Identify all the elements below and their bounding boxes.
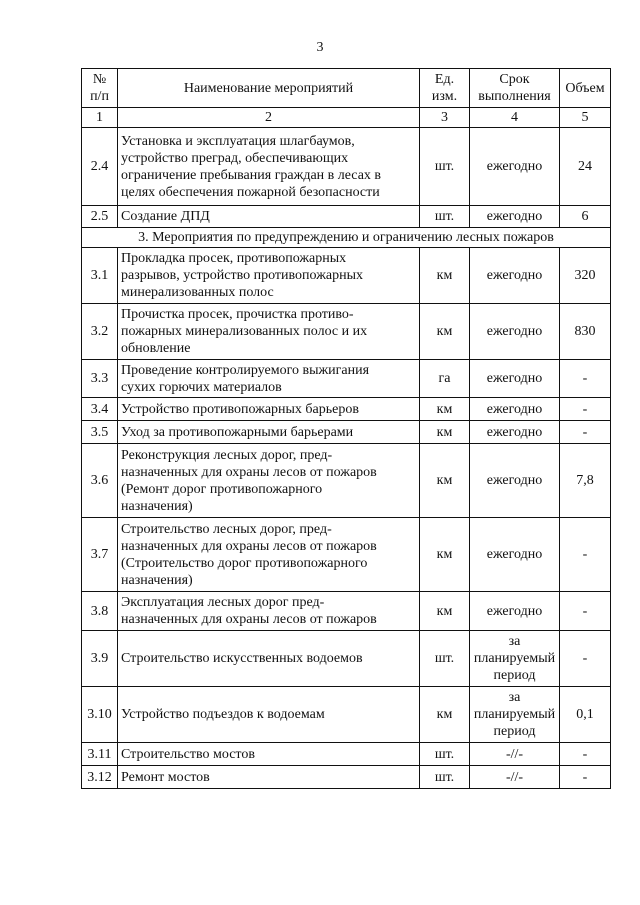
execution-term: за планируемый период: [470, 687, 560, 743]
volume-value: 0,1: [560, 687, 611, 743]
volume-value: -: [560, 592, 611, 631]
volume-value: -: [560, 766, 611, 789]
activity-name: Строительство искусственных водоемов: [118, 631, 420, 687]
activity-name: Устройство подъездов к водоемам: [118, 687, 420, 743]
row-number: 3.5: [82, 421, 118, 444]
table-row: [82, 518, 611, 592]
column-index: 2: [118, 108, 420, 128]
column-index: 5: [560, 108, 611, 128]
section-title: 3. Мероприятия по предупреждению и ограничению лесных пожаров: [82, 228, 611, 248]
row-number: 3.1: [82, 248, 118, 304]
row-number: 3.6: [82, 444, 118, 518]
execution-term: ежегодно: [470, 206, 560, 228]
execution-term: ежегодно: [470, 398, 560, 421]
column-index-row: [82, 108, 611, 128]
unit-of-measure: шт.: [420, 743, 470, 766]
row-number: 3.4: [82, 398, 118, 421]
execution-term: ежегодно: [470, 248, 560, 304]
volume-value: 7,8: [560, 444, 611, 518]
execution-term: ежегодно: [470, 360, 560, 398]
activity-name: Ремонт мостов: [118, 766, 420, 789]
row-number: 3.7: [82, 518, 118, 592]
row-number: 3.9: [82, 631, 118, 687]
activity-name: Установка и эксплуатация шлагбаумов, устройство преград, обеспечивающих ограничение пребывания граждан в лесах в целях обеспечения пожарной безопасности: [118, 128, 420, 206]
row-number: 2.5: [82, 206, 118, 228]
volume-value: 830: [560, 304, 611, 360]
unit-of-measure: шт.: [420, 128, 470, 206]
activity-name: Уход за противопожарными барьерами: [118, 421, 420, 444]
unit-of-measure: км: [420, 592, 470, 631]
unit-of-measure: км: [420, 687, 470, 743]
activity-name: Реконструкция лесных дорог, пред- назначенных для охраны лесов от пожаров (Ремонт дорог противопожарного назначения): [118, 444, 420, 518]
unit-of-measure: км: [420, 518, 470, 592]
column-index: 1: [82, 108, 118, 128]
row-number: 3.12: [82, 766, 118, 789]
execution-term: за планируемый период: [470, 631, 560, 687]
unit-of-measure: км: [420, 304, 470, 360]
header-name: Наименование мероприятий: [118, 69, 420, 108]
activity-name: Строительство лесных дорог, пред- назначенных для охраны лесов от пожаров (Строительство дорог противопожарного назначения): [118, 518, 420, 592]
execution-term: ежегодно: [470, 518, 560, 592]
execution-term: ежегодно: [470, 444, 560, 518]
row-number: 3.8: [82, 592, 118, 631]
table-row: [82, 398, 611, 421]
table-row: [82, 128, 611, 206]
volume-value: 320: [560, 248, 611, 304]
activity-name: Прочистка просек, прочистка противо- пожарных минерализованных полос и их обновление: [118, 304, 420, 360]
unit-of-measure: км: [420, 421, 470, 444]
volume-value: 24: [560, 128, 611, 206]
table-body-section-3: [82, 248, 611, 789]
table-row: [82, 304, 611, 360]
column-index: 4: [470, 108, 560, 128]
volume-value: -: [560, 743, 611, 766]
activity-name: Устройство противопожарных барьеров: [118, 398, 420, 421]
volume-value: 6: [560, 206, 611, 228]
unit-of-measure: шт.: [420, 766, 470, 789]
activity-name: Строительство мостов: [118, 743, 420, 766]
table-row: [82, 743, 611, 766]
table-row: [82, 766, 611, 789]
row-number: 3.10: [82, 687, 118, 743]
unit-of-measure: км: [420, 444, 470, 518]
execution-term: ежегодно: [470, 421, 560, 444]
table-row: [82, 206, 611, 228]
unit-of-measure: шт.: [420, 631, 470, 687]
header-volume: Объем: [560, 69, 611, 108]
header-unit: Ед. изм.: [420, 69, 470, 108]
activity-name: Прокладка просек, противопожарных разрывов, устройство противопожарных минерализованных полос: [118, 248, 420, 304]
unit-of-measure: км: [420, 248, 470, 304]
table-row: [82, 444, 611, 518]
execution-term: ежегодно: [470, 128, 560, 206]
header-num: № п/п: [82, 69, 118, 108]
row-number: 3.2: [82, 304, 118, 360]
table-body-before-section: [82, 128, 611, 228]
volume-value: -: [560, 518, 611, 592]
table-row: [82, 360, 611, 398]
row-number: 3.3: [82, 360, 118, 398]
table-row: [82, 631, 611, 687]
table-row: [82, 248, 611, 304]
table-header-row: [82, 69, 611, 108]
activity-name: Проведение контролируемого выжигания сухих горючих материалов: [118, 360, 420, 398]
activity-name: Создание ДПД: [118, 206, 420, 228]
unit-of-measure: шт.: [420, 206, 470, 228]
table-row: [82, 592, 611, 631]
unit-of-measure: км: [420, 398, 470, 421]
execution-term: ежегодно: [470, 592, 560, 631]
activities-table: [81, 68, 611, 789]
execution-term: -//-: [470, 766, 560, 789]
volume-value: -: [560, 421, 611, 444]
table-row: [82, 687, 611, 743]
table-section: [82, 228, 611, 248]
volume-value: -: [560, 631, 611, 687]
unit-of-measure: га: [420, 360, 470, 398]
page-number: 3: [316, 40, 324, 55]
activity-name: Эксплуатация лесных дорог пред- назначенных для охраны лесов от пожаров: [118, 592, 420, 631]
execution-term: ежегодно: [470, 304, 560, 360]
header-term: Срок выполнения: [470, 69, 560, 108]
column-index: 3: [420, 108, 470, 128]
execution-term: -//-: [470, 743, 560, 766]
volume-value: -: [560, 360, 611, 398]
row-number: 2.4: [82, 128, 118, 206]
table-row: [82, 421, 611, 444]
volume-value: -: [560, 398, 611, 421]
row-number: 3.11: [82, 743, 118, 766]
section-row: [82, 228, 611, 248]
